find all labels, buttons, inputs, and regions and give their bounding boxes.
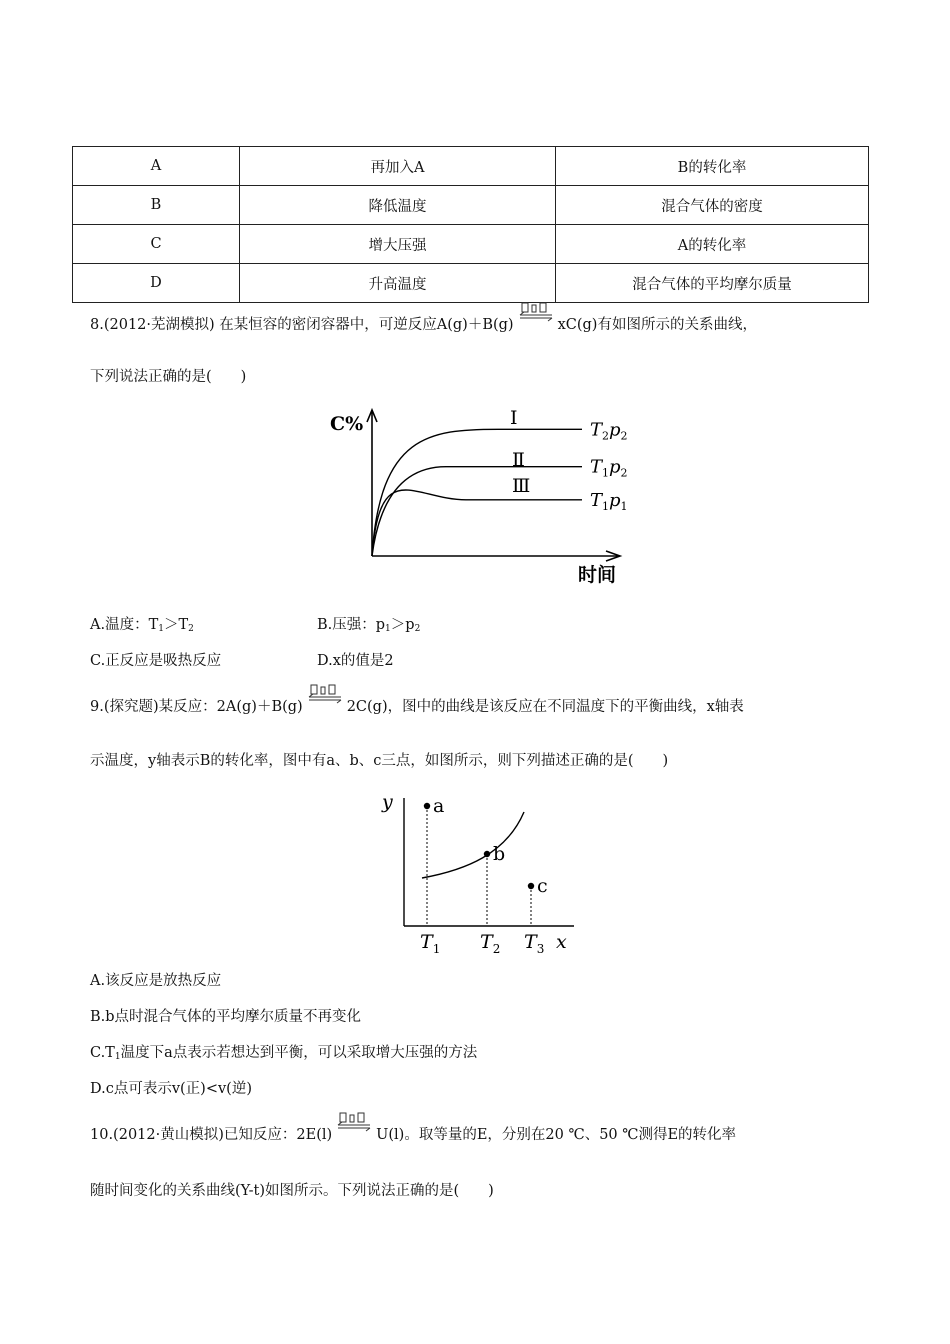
q8-stem-part1: 8.(2012·芜湖模拟) 在某恒容的密闭容器中，可逆反应A(g)＋B(g) (90, 317, 514, 333)
series-condition-label: $T_1p_1$ (590, 489, 628, 513)
row-quantity: 混合气体的密度 (556, 186, 869, 225)
row-condition: 增大压强 (240, 225, 556, 264)
q9-option-c-text2: 温度下a点表示若想达到平衡，可以采取增大压强的方法 (120, 1045, 478, 1061)
q9-stem-part2: 2C(g)，图中的曲线是该反应在不同温度下的平衡曲线，x轴表 (346, 699, 744, 715)
reversible-arrow-icon (336, 1112, 372, 1134)
row-label: A (73, 147, 240, 186)
series-roman-label: Ⅰ (510, 407, 518, 429)
row-condition: 降低温度 (240, 186, 556, 225)
series-curve (372, 429, 582, 556)
row-quantity: B的转化率 (556, 147, 869, 186)
q10-stem-line1 (90, 1124, 736, 1146)
q8-option-a-text: A.温度：T (90, 617, 159, 633)
x-axis-label: x (556, 931, 567, 953)
series-roman-label: Ⅲ (512, 475, 531, 497)
q8-option-b-text: B.压强：p (317, 617, 386, 633)
subscript: 1 (114, 1052, 121, 1062)
series-curve (372, 467, 582, 556)
point-label: a (433, 795, 445, 817)
data-point (484, 851, 490, 857)
row-label: C (73, 225, 240, 264)
q10-stem-line2: 随时间变化的关系曲线(Y-t)如图所示。下列说法正确的是( ) (90, 1183, 494, 1199)
tick-label: $T_3$ (524, 931, 545, 956)
point-label: b (493, 843, 506, 865)
subscript: 2 (188, 624, 194, 634)
options-table (72, 146, 869, 303)
reversible-arrow-icon (518, 302, 554, 324)
row-label: B (73, 186, 240, 225)
q8-stem-part2: xC(g)有如图所示的关系曲线， (557, 317, 757, 333)
q9-option-d: D.c点可表示v(正)<v(逆) (90, 1081, 252, 1097)
q8-stem-line2: 下列说法正确的是( ) (90, 369, 247, 385)
tick-label: $T_2$ (480, 931, 501, 956)
q10-stem-part1: 10.(2012·黄山模拟)已知反应：2E(l) (90, 1127, 333, 1143)
q10-stem-part2: U(l)。取等量的E，分别在20 ℃、50 ℃测得E的转化率 (376, 1127, 737, 1143)
row-condition: 升高温度 (240, 264, 556, 303)
q8-option-c: C.正反应是吸热反应 (90, 653, 222, 669)
q9-stem-line1 (90, 696, 744, 718)
q8-stem-line1 (90, 314, 757, 336)
table-row (73, 186, 869, 225)
table-row (73, 225, 869, 264)
data-point (528, 883, 534, 889)
y-axis-label: C% (330, 413, 364, 435)
q8-figure (326, 400, 646, 592)
q8-option-b-text2: ＞p (390, 617, 415, 633)
row-label: D (73, 264, 240, 303)
subscript: 1 (385, 624, 391, 634)
point-label: c (537, 875, 548, 897)
row-condition: 再加入A (240, 147, 556, 186)
row-quantity: 混合气体的平均摩尔质量 (556, 264, 869, 303)
q9-option-a: A.该反应是放热反应 (90, 973, 222, 989)
x-axis-label: 时间 (578, 564, 617, 586)
q9-stem-part1: 9.(探究题)某反应：2A(g)＋B(g) (90, 699, 303, 715)
q8-option-b (317, 614, 420, 640)
q9-option-b: B.b点时混合气体的平均摩尔质量不再变化 (90, 1009, 362, 1025)
q8-option-d: D.x的值是2 (317, 653, 394, 669)
q9-option-c-text: C.T (90, 1045, 115, 1061)
q8-option-a (90, 614, 194, 640)
y-axis-label: y (382, 791, 393, 813)
series-condition-label: $T_2p_2$ (590, 419, 628, 443)
table-row (73, 264, 869, 303)
subscript: 2 (414, 624, 421, 634)
q8-option-a-text2: ＞T (164, 617, 189, 633)
q9-figure (376, 784, 576, 956)
tick-label: $T_1$ (420, 931, 441, 956)
table-row (73, 147, 869, 186)
series-roman-label: Ⅱ (512, 449, 525, 471)
q9-stem-line2: 示温度，y轴表示B的转化率，图中有a、b、c三点，如图所示，则下列描述正确的是( ) (90, 753, 669, 769)
series-condition-label: $T_1p_2$ (590, 456, 628, 480)
q9-option-c (90, 1042, 477, 1068)
data-point (424, 803, 430, 809)
row-quantity: A的转化率 (556, 225, 869, 264)
equilibrium-curve (422, 812, 524, 878)
reversible-arrow-icon (307, 684, 343, 706)
series-curve (372, 490, 582, 556)
subscript: 1 (158, 624, 164, 634)
